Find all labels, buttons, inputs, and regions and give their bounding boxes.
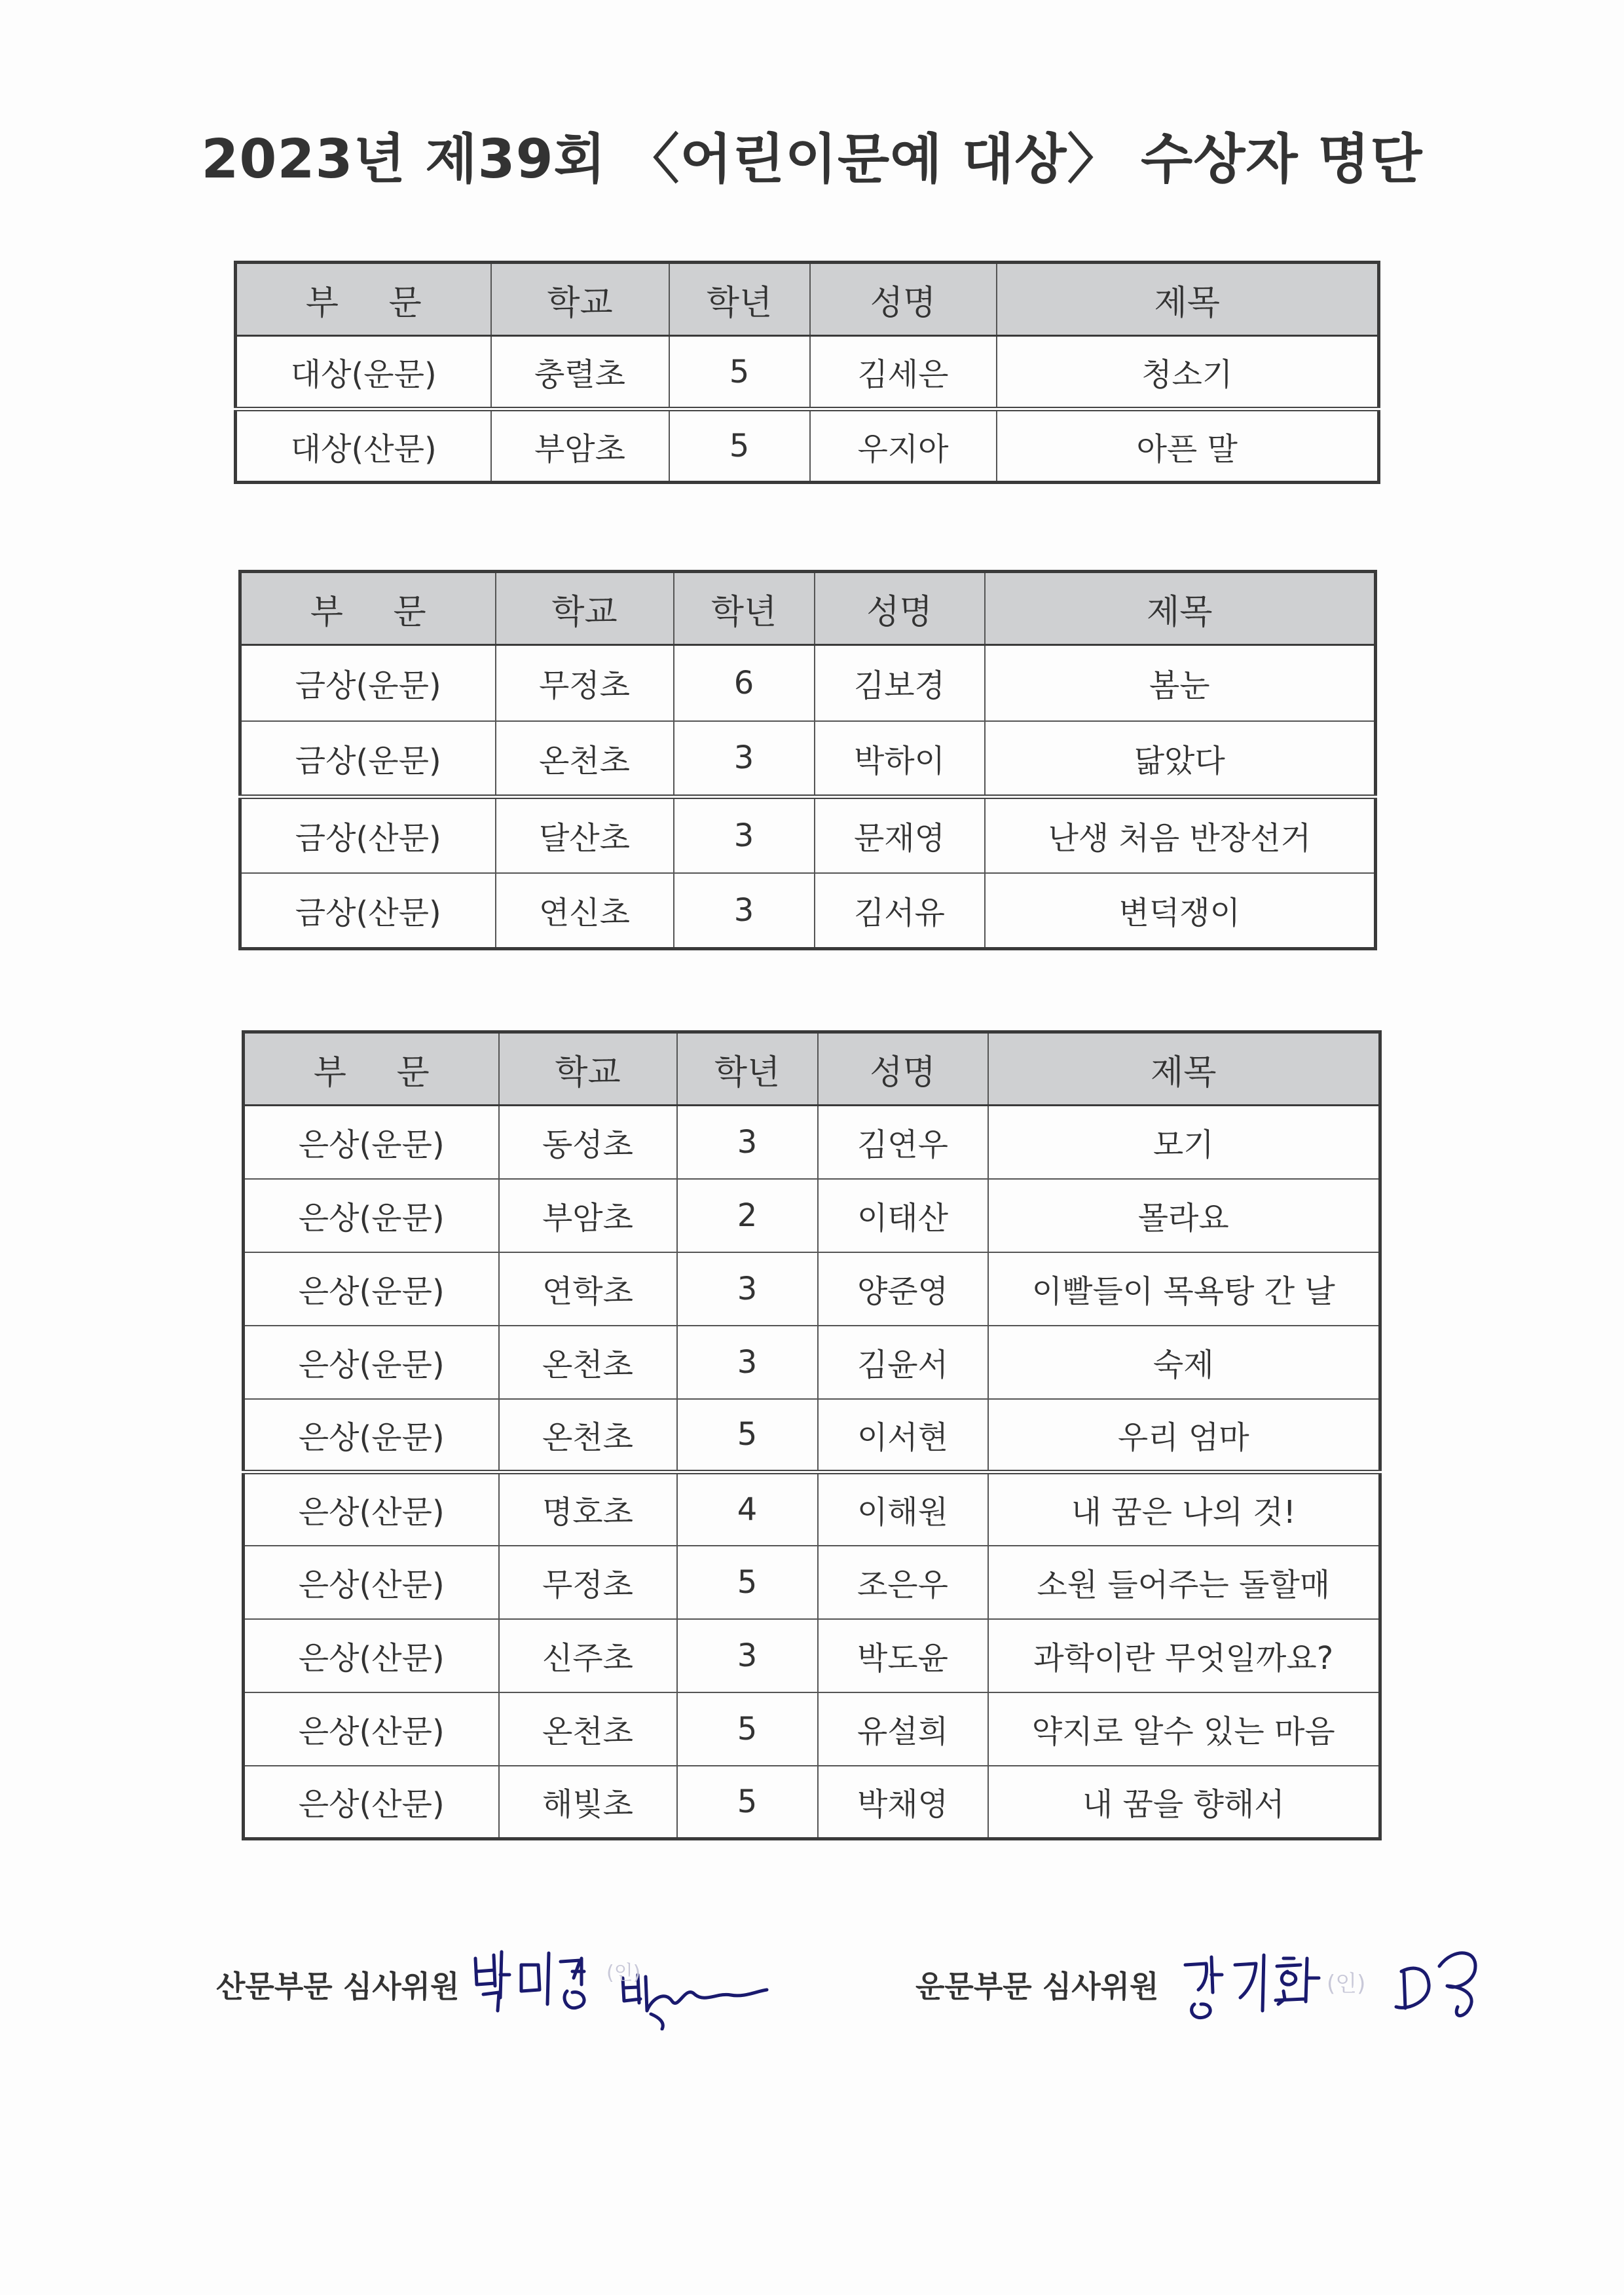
grade-cell: 3 [677,1252,818,1326]
division-cell: 대상(운문) [236,336,491,409]
header-school: 학교 [499,1032,677,1106]
division-cell: 은상(산문) [244,1472,499,1546]
table-row [244,1399,1380,1472]
verse-judge-signature-block [915,1939,1492,2030]
name-cell: 김서유 [815,873,985,949]
table-row [240,645,1376,721]
header-division: 부 문 [236,263,491,336]
table-row [244,1766,1380,1839]
table-row [244,1106,1380,1179]
work-title-cell: 숙제 [988,1326,1380,1399]
header-title: 제목 [988,1032,1380,1106]
work-title-cell: 닮았다 [985,721,1376,797]
silver-prize-table [242,1030,1382,1840]
page-title: 2023년 제39회 〈어린이문예 대상〉 수상자 명단 [201,128,1423,191]
work-title-cell: 과학이란 무엇일까요? [988,1619,1380,1692]
division-cell: 은상(운문) [244,1179,499,1252]
gold-prize-table [238,570,1377,950]
header-grade: 학년 [674,572,815,645]
work-title-cell: 봄눈 [985,645,1376,721]
division-cell: 은상(운문) [244,1252,499,1326]
grade-cell: 3 [674,721,815,797]
verse-judge-seal: (인) [1326,1971,1365,1997]
grade-cell: 5 [677,1399,818,1472]
grade-cell: 5 [677,1546,818,1619]
work-title-cell: 난생 처음 반장선거 [985,797,1376,873]
table-row [240,721,1376,797]
table-row [244,1692,1380,1766]
verse-judge-label: 운문부문 심사위원 [915,1969,1159,2004]
header-title: 제목 [997,263,1379,336]
school-cell: 충렬초 [491,336,669,409]
work-title-cell: 내 꿈을 향해서 [988,1766,1380,1839]
header-title: 제목 [985,572,1376,645]
table-row [244,1546,1380,1619]
table-row [236,336,1379,409]
division-cell: 금상(운문) [240,721,496,797]
school-cell: 해빛초 [499,1766,677,1839]
table-row [244,1179,1380,1252]
name-cell: 이해원 [818,1472,988,1546]
header-school: 학교 [496,572,674,645]
grade-cell: 5 [677,1766,818,1839]
school-cell: 신주초 [499,1619,677,1692]
work-title-cell: 청소기 [997,336,1379,409]
name-cell: 박도윤 [818,1619,988,1692]
header-name: 성명 [810,263,997,336]
division-cell: 대상(산문) [236,409,491,483]
division-cell: 은상(산문) [244,1766,499,1839]
name-cell: 김연우 [818,1106,988,1179]
school-cell: 부암초 [499,1179,677,1252]
table-row [244,1252,1380,1326]
school-cell: 동성초 [499,1106,677,1179]
name-cell: 우지아 [810,409,997,483]
grade-cell: 2 [677,1179,818,1252]
grade-cell: 3 [677,1106,818,1179]
division-cell: 은상(운문) [244,1399,499,1472]
name-cell: 김보경 [815,645,985,721]
name-cell: 박채영 [818,1766,988,1839]
division-cell: 금상(산문) [240,797,496,873]
school-cell: 무정초 [499,1546,677,1619]
table-row [244,1326,1380,1399]
table-row [240,873,1376,949]
division-cell: 은상(운문) [244,1106,499,1179]
division-cell: 은상(산문) [244,1619,499,1692]
work-title-cell: 몰라요 [988,1179,1380,1252]
header-name: 성명 [815,572,985,645]
school-cell: 부암초 [491,409,669,483]
grade-cell: 3 [674,873,815,949]
header-grade: 학년 [669,263,810,336]
work-title-cell: 이빨들이 목욕탕 간 날 [988,1252,1380,1326]
division-cell: 은상(산문) [244,1546,499,1619]
header-name: 성명 [818,1032,988,1106]
school-cell: 무정초 [496,645,674,721]
division-cell: 은상(산문) [244,1692,499,1766]
name-cell: 조은우 [818,1546,988,1619]
school-cell: 온천초 [496,721,674,797]
table-row [240,797,1376,873]
work-title-cell: 모기 [988,1106,1380,1179]
work-title-cell: 아픈 말 [997,409,1379,483]
table-row [244,1472,1380,1546]
verse-judge-signature [1179,1939,1486,2030]
school-cell: 명호초 [499,1472,677,1546]
name-cell: 유설희 [818,1692,988,1766]
work-title-cell: 내 꿈은 나의 것! [988,1472,1380,1546]
division-cell: 금상(운문) [240,645,496,721]
work-title-cell: 우리 엄마 [988,1399,1380,1472]
grade-cell: 3 [677,1619,818,1692]
work-title-cell: 약지로 알수 있는 마음 [988,1692,1380,1766]
school-cell: 온천초 [499,1326,677,1399]
grand-prize-table [234,261,1380,484]
name-cell: 문재영 [815,797,985,873]
grade-cell: 3 [674,797,815,873]
school-cell: 달산초 [496,797,674,873]
name-cell: 이서현 [818,1399,988,1472]
grade-cell: 3 [677,1326,818,1399]
prose-judge-signature-block [216,1939,805,2030]
grade-cell: 4 [677,1472,818,1546]
school-cell: 온천초 [499,1692,677,1766]
school-cell: 연학초 [499,1252,677,1326]
table-row [244,1619,1380,1692]
header-school: 학교 [491,263,669,336]
work-title-cell: 소원 들어주는 돌할매 [988,1546,1380,1619]
work-title-cell: 변덕쟁이 [985,873,1376,949]
header-grade: 학년 [677,1032,818,1106]
prose-judge-seal: (인) [606,1962,640,1985]
prose-judge-signature [469,1939,777,2030]
name-cell: 양준영 [818,1252,988,1326]
table-row [236,409,1379,483]
division-cell: 은상(운문) [244,1326,499,1399]
grade-cell: 5 [677,1692,818,1766]
prose-judge-label: 산문부문 심사위원 [216,1969,460,2004]
name-cell: 김윤서 [818,1326,988,1399]
name-cell: 김세은 [810,336,997,409]
name-cell: 이태산 [818,1179,988,1252]
school-cell: 연신초 [496,873,674,949]
grade-cell: 5 [669,409,810,483]
header-division: 부 문 [244,1032,499,1106]
grade-cell: 6 [674,645,815,721]
grade-cell: 5 [669,336,810,409]
school-cell: 온천초 [499,1399,677,1472]
division-cell: 금상(산문) [240,873,496,949]
name-cell: 박하이 [815,721,985,797]
header-division: 부 문 [240,572,496,645]
